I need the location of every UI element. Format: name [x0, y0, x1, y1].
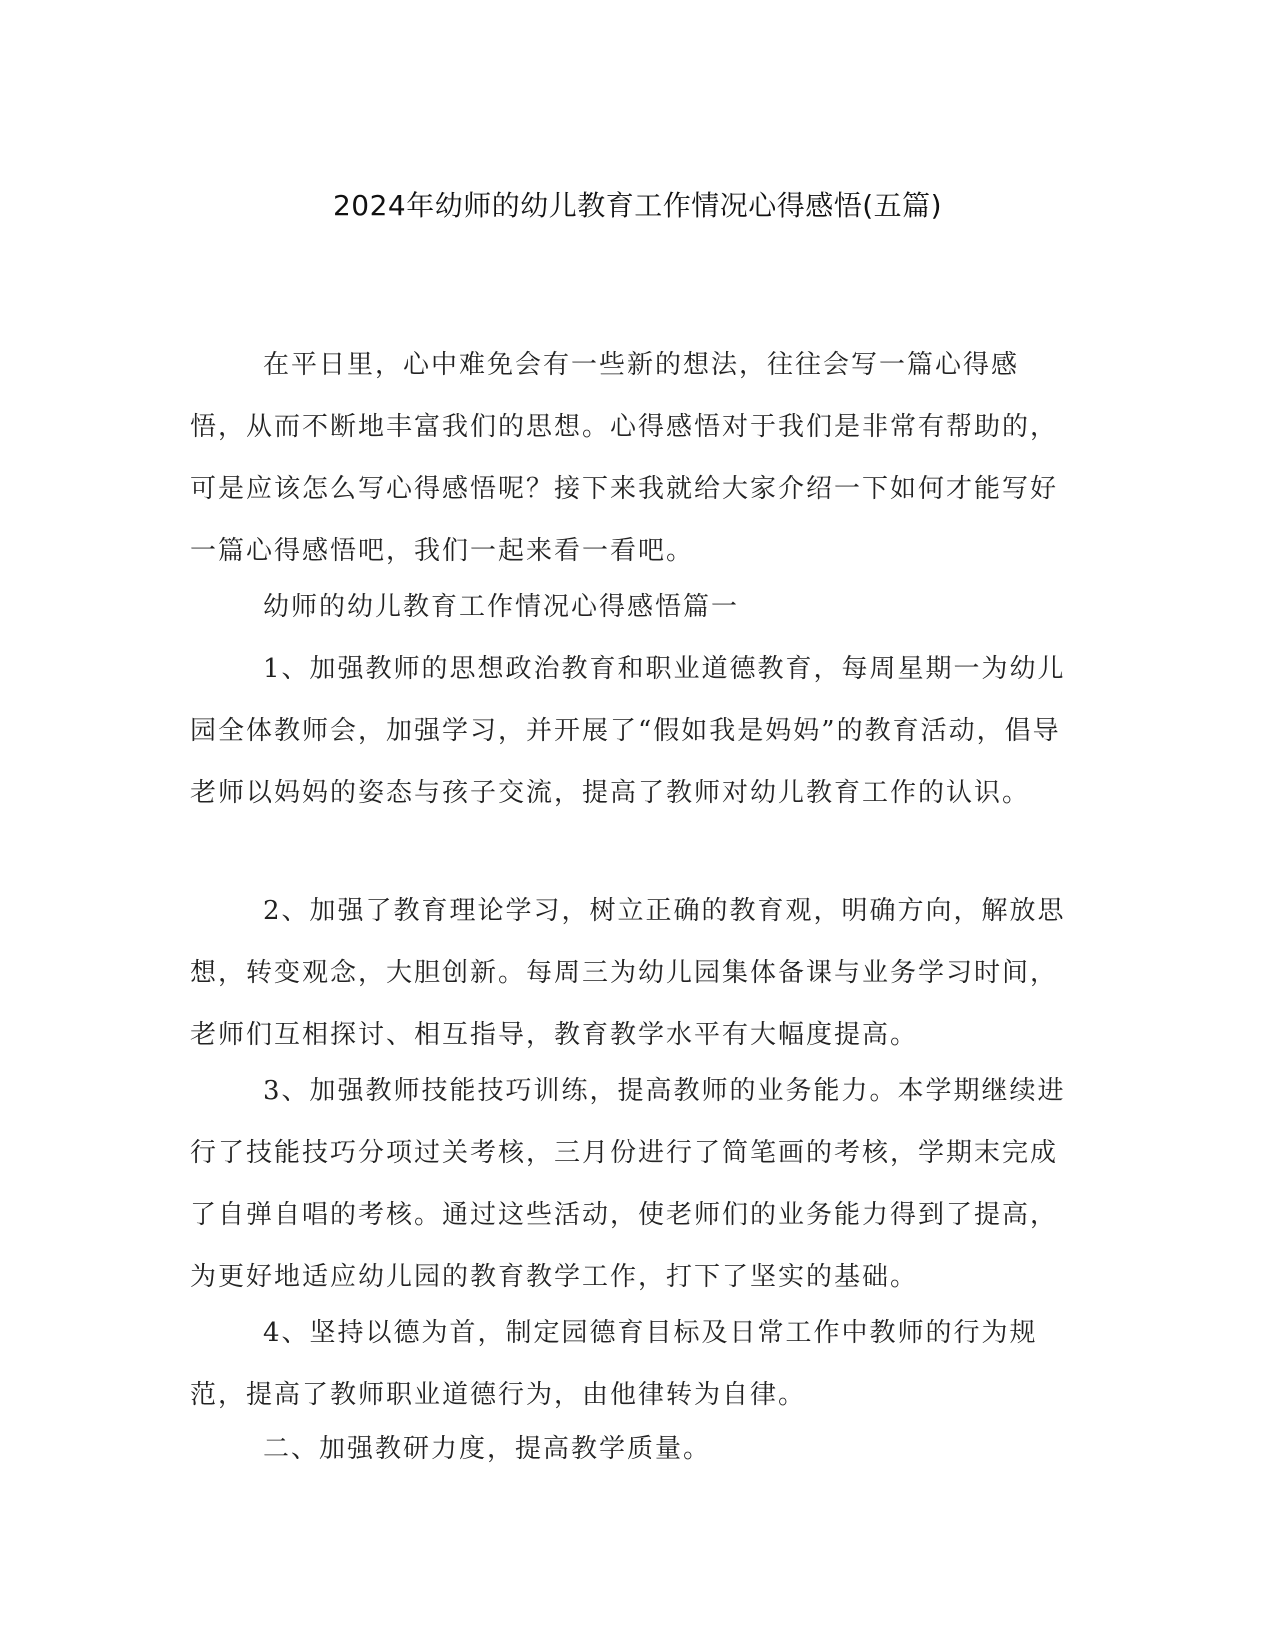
list-item-2: 2、加强了教育理论学习，树立正确的教育观，明确方向，解放思想，转变观念，大胆创新。每周三为幼儿园集体备课与业务学习时间，老师们互相探讨、相互指导，教育教学水平有大幅度提高。	[190, 896, 1066, 1050]
list-item-1: 1、加强教师的思想政治教育和职业道德教育，每周星期一为幼儿园全体教师会，加强学习，并开展了“假如我是妈妈”的教育活动，倡导老师以妈妈的姿态与孩子交流，提高了教师对幼儿教育工作的认识。	[190, 654, 1066, 808]
list-item-3: 3、加强教师技能技巧训练，提高教师的业务能力。本学期继续进行了技能技巧分项过关考核，三月份进行了简笔画的考核，学期末完成了自弹自唱的考核。通过这些活动，使老师们的业务能力得到了提高，为更好地适应幼儿园的教育教学工作，打下了坚实的基础。	[190, 1076, 1066, 1292]
section-two-heading: 二、加强教研力度，提高教学质量。	[263, 1434, 712, 1464]
section-heading-part-one: 幼师的幼儿教育工作情况心得感悟篇一	[263, 592, 740, 622]
document-title: 2024年幼师的幼儿教育工作情况心得感悟(五篇)	[332, 189, 943, 222]
list-item-4: 4、坚持以德为首，制定园德育目标及日常工作中教师的行为规范，提高了教师职业道德行为，由他律转为自律。	[190, 1318, 1038, 1410]
intro-paragraph: 在平日里，心中难免会有一些新的想法，往往会写一篇心得感悟，从而不断地丰富我们的思想。心得感悟对于我们是非常有帮助的，可是应该怎么写心得感悟呢？接下来我就给大家介绍一下如何才能写好一篇心得感悟吧，我们一起来看一看吧。	[190, 350, 1059, 566]
